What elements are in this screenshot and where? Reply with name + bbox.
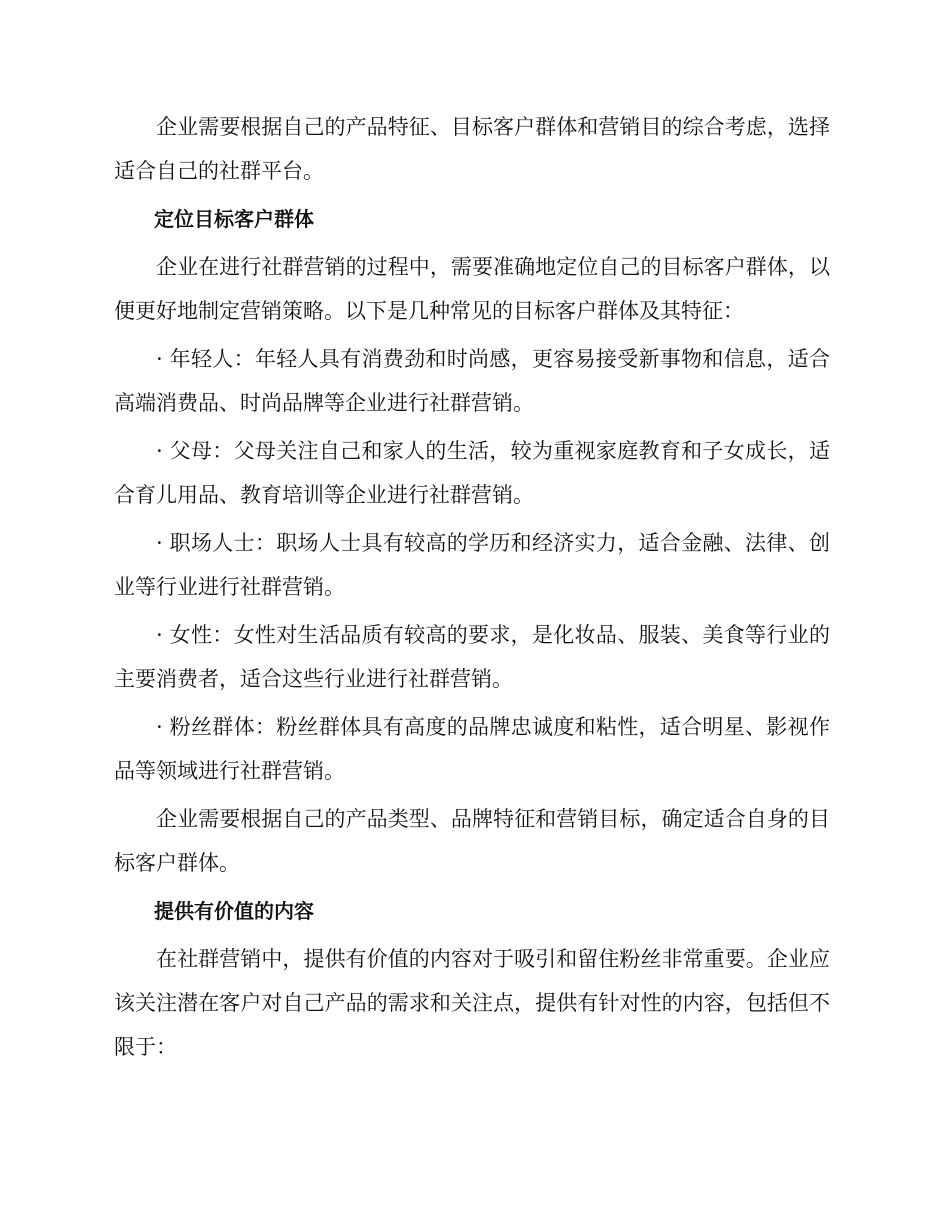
bullet-professionals: · 职场人士：职场人士具有较高的学历和经济实力，适合金融、法律、创业等行业进行社群营销。 [114,531,830,599]
heading-valuable-content: 提供有价值的内容 [154,899,314,923]
paragraph-target-conclusion: 企业需要根据自己的产品类型、品牌特征和营销目标，确定适合自身的目标客户群体。 [114,807,830,875]
bullet-parents: · 父母：父母关注自己和家人的生活，较为重视家庭教育和子女成长，适合育儿用品、教育培训等企业进行社群营销。 [114,439,830,507]
paragraph-content-intro: 在社群营销中，提供有价值的内容对于吸引和留住粉丝非常重要。企业应该关注潜在客户对自己产品的需求和关注点，提供有针对性的内容，包括但不限于： [114,947,830,1059]
paragraph-target-intro: 企业在进行社群营销的过程中，需要准确地定位自己的目标客户群体，以便更好地制定营销策略。以下是几种常见的目标客户群体及其特征： [114,255,830,323]
heading-target-customers: 定位目标客户群体 [154,207,314,231]
bullet-women: · 女性：女性对生活品质有较高的要求，是化妆品、服装、美食等行业的主要消费者，适合这些行业进行社群营销。 [114,623,830,691]
bullet-young-people: · 年轻人：年轻人具有消费劲和时尚感，更容易接受新事物和信息，适合高端消费品、时尚品牌等企业进行社群营销。 [114,347,830,415]
document-page [114,105,830,1073]
paragraph-platform-choice: 企业需要根据自己的产品特征、目标客户群体和营销目的综合考虑，选择适合自己的社群平台。 [114,115,830,183]
bullet-fans: · 粉丝群体：粉丝群体具有高度的品牌忠诚度和粘性，适合明星、影视作品等领域进行社群营销。 [114,715,830,783]
